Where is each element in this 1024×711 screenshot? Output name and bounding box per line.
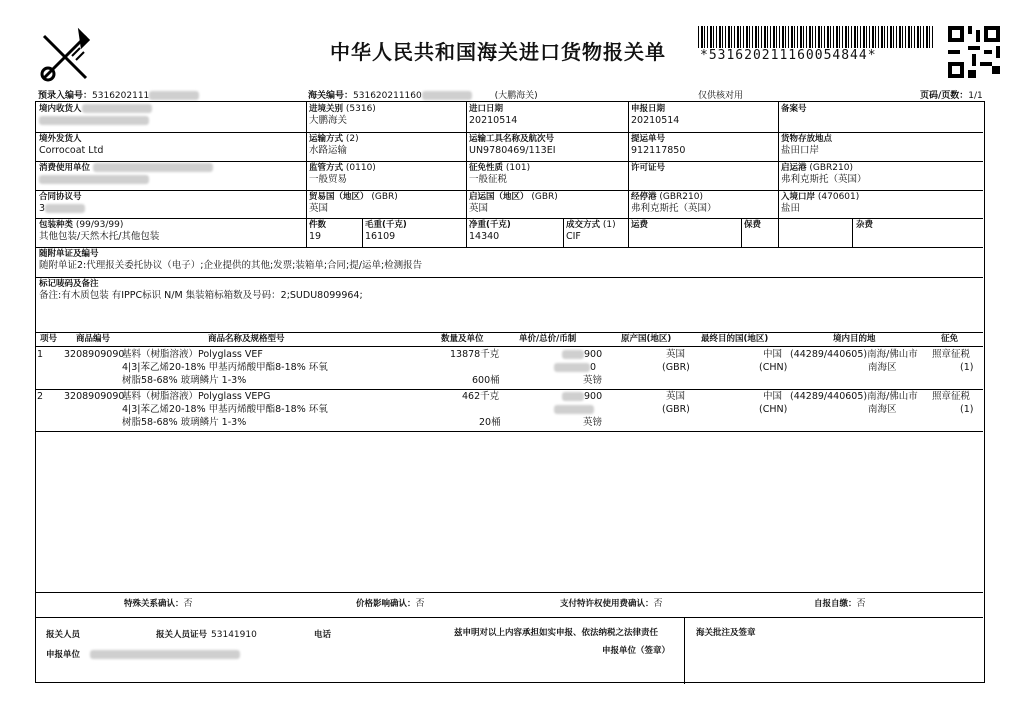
special-relation-confirm: 特殊关系确认：否 — [124, 599, 193, 609]
entry-port-field: 入境口岸 (470601) 盐田 — [781, 192, 860, 214]
col-header-domestic: 境内目的地 — [833, 334, 876, 344]
departure-country-field: 启运国（地区） (GBR) 英国 — [469, 192, 558, 214]
vessel-field: 运输工具名称及航次号 UN9780469/113EI — [469, 134, 556, 156]
col-header-dest: 最终目的国(地区) — [701, 334, 769, 344]
col-header-origin: 原产国(地区) — [621, 334, 672, 344]
misc-fee-field: 杂费 — [856, 220, 874, 230]
item-price: 900 — [562, 391, 602, 403]
item-qty-2: 20桶 — [479, 417, 501, 428]
item-levy-code: (1) — [960, 404, 974, 415]
item-currency: 英镑 — [583, 375, 603, 386]
declare-unit: 申报单位 — [46, 650, 240, 661]
item-total: 0 — [554, 362, 596, 374]
transport-mode-field: 运输方式 (2) 水路运输 — [309, 134, 359, 156]
item-qty: 13878千克 — [450, 349, 500, 360]
col-header-qty: 数量及单位 — [441, 334, 484, 344]
item-spec-2: 树脂58-68% 玻璃鳞片 1-3% — [122, 417, 247, 428]
item-spec: 4|3|苯乙烯20-18% 甲基丙烯酸甲酯8-18% 环氧 — [122, 362, 328, 373]
verify-note: 仅供核对用 — [698, 91, 744, 101]
item-name: 基料（树脂溶液）Polyglass VEPG — [122, 391, 271, 402]
pieces-field: 件数 19 — [309, 220, 327, 242]
item-domestic-2: 南海区 — [868, 404, 897, 415]
customs-notes-label: 海关批注及签章 — [696, 628, 756, 638]
item-domestic: (44289/440605)南海/佛山市 — [790, 349, 918, 360]
gross-weight-field: 毛重(千克) 16109 — [365, 220, 407, 242]
shipper-field: 境外发货人 Corrocoat Ltd — [39, 134, 104, 156]
item-qty-2: 600桶 — [472, 375, 500, 386]
col-header-name: 商品名称及规格型号 — [208, 334, 285, 344]
entry-customs-field: 进境关别 (5316) 大鹏海关 — [309, 104, 376, 126]
item-levy-code: (1) — [960, 362, 974, 373]
customs-emblem-icon — [36, 26, 94, 86]
item-domestic-2: 南海区 — [868, 362, 897, 373]
col-header-price: 单价/总价/币制 — [519, 334, 577, 344]
item-total — [554, 404, 594, 416]
item-dest: 中国 — [763, 349, 783, 360]
declarant-cert: 报关人员证号 53141910 — [156, 630, 257, 640]
barcode-number: *531620211160054844* — [700, 48, 877, 63]
item-origin-code: (GBR) — [662, 404, 690, 415]
customs-no: 海关编号：531620211160 (大鹏海关) — [308, 91, 538, 101]
item-spec-2: 树脂58-68% 玻璃鳞片 1-3% — [122, 375, 247, 386]
phone-label: 电话 — [314, 630, 332, 640]
storage-field: 货物存放地点 盐田口岸 — [781, 134, 833, 156]
attached-docs-field: 随附单证及编号 随附单证2:代理报关委托协议（电子）;企业提供的其他;发票;装箱单;合同;提/运单;检测报告 — [39, 249, 423, 271]
consumer-field: 消费使用单位 — [39, 163, 213, 185]
item-currency: 英镑 — [583, 417, 603, 428]
declare-unit-sign: 申报单位（签章） — [602, 646, 671, 656]
consignee-field: 境内收货人 — [39, 104, 152, 126]
departure-port-field: 启运港 (GBR210) 弗利克斯托（英国） — [781, 163, 867, 185]
bill-no-field: 提运单号 912117850 — [631, 134, 686, 156]
levy-nature-field: 征免性质 (101) 一般征税 — [469, 163, 531, 185]
item-origin: 英国 — [666, 349, 686, 360]
self-payment-confirm: 自报自缴：否 — [814, 599, 866, 609]
item-code: 3208909090 — [64, 391, 125, 402]
declaration-form — [35, 101, 985, 683]
item-spec: 4|3|苯乙烯20-18% 甲基丙烯酸甲酯8-18% 环氧 — [122, 404, 328, 415]
declarant-label: 报关人员 — [46, 630, 81, 640]
item-levy: 照章征税 — [932, 349, 971, 360]
deal-mode-field: 成交方式 (1) CIF — [566, 220, 616, 242]
item-dest-code: (CHN) — [759, 362, 788, 373]
item-qty: 462千克 — [462, 391, 500, 402]
freight-field: 运费 — [631, 220, 649, 230]
item-domestic: (44289/440605)南海/佛山市 — [790, 391, 918, 402]
pre-entry-no: 预录入编号：5316202111 — [38, 88, 199, 101]
col-header-levy: 征免 — [941, 334, 959, 344]
royalty-confirm: 支付特许权使用费确认：否 — [560, 599, 663, 609]
item-no: 1 — [37, 349, 44, 360]
transit-port-field: 经停港 (GBR210) 弗利克斯托（英国） — [631, 192, 717, 214]
item-no: 2 — [37, 391, 44, 402]
record-no-field: 备案号 — [781, 104, 807, 114]
net-weight-field: 净重(千克) 14340 — [469, 220, 511, 242]
item-price: 900 — [562, 349, 602, 361]
item-dest: 中国 — [763, 391, 783, 402]
col-header-no: 项号 — [40, 334, 58, 344]
contract-field: 合同协议号 3 — [39, 192, 85, 214]
item-code: 3208909090 — [64, 349, 125, 360]
document-title: 中华人民共和国海关进口货物报关单 — [330, 40, 666, 64]
item-origin-code: (GBR) — [662, 362, 690, 373]
barcode — [698, 26, 934, 48]
import-date-field: 进口日期 20210514 — [469, 104, 518, 126]
qr-code-icon — [948, 26, 1000, 78]
price-impact-confirm: 价格影响确认：否 — [356, 599, 425, 609]
license-field: 许可证号 — [631, 163, 666, 173]
insurance-field: 保费 — [744, 220, 762, 230]
package-field: 包装种类 (99/93/99) 其他包装/天然木托/其他包装 — [39, 220, 160, 242]
trade-country-field: 贸易国（地区） (GBR) 英国 — [309, 192, 398, 214]
marks-remarks-field: 标记唛码及备注 备注:有木质包装 有IPPC标识 N/M 集装箱标箱数及号码：2;SUDU8099964; — [39, 279, 363, 301]
item-origin: 英国 — [666, 391, 686, 402]
item-dest-code: (CHN) — [759, 404, 788, 415]
col-header-code: 商品编号 — [76, 334, 111, 344]
supervision-field: 监管方式 (0110) 一般贸易 — [309, 163, 376, 185]
page-number: 页码/页数：1/1 — [920, 91, 983, 101]
declare-date-field: 申报日期 20210514 — [631, 104, 680, 126]
legal-statement: 兹申明对以上内容承担如实申报、依法纳税之法律责任 — [454, 628, 659, 638]
item-name: 基料（树脂溶液）Polyglass VEF — [122, 349, 263, 360]
item-levy: 照章征税 — [932, 391, 971, 402]
